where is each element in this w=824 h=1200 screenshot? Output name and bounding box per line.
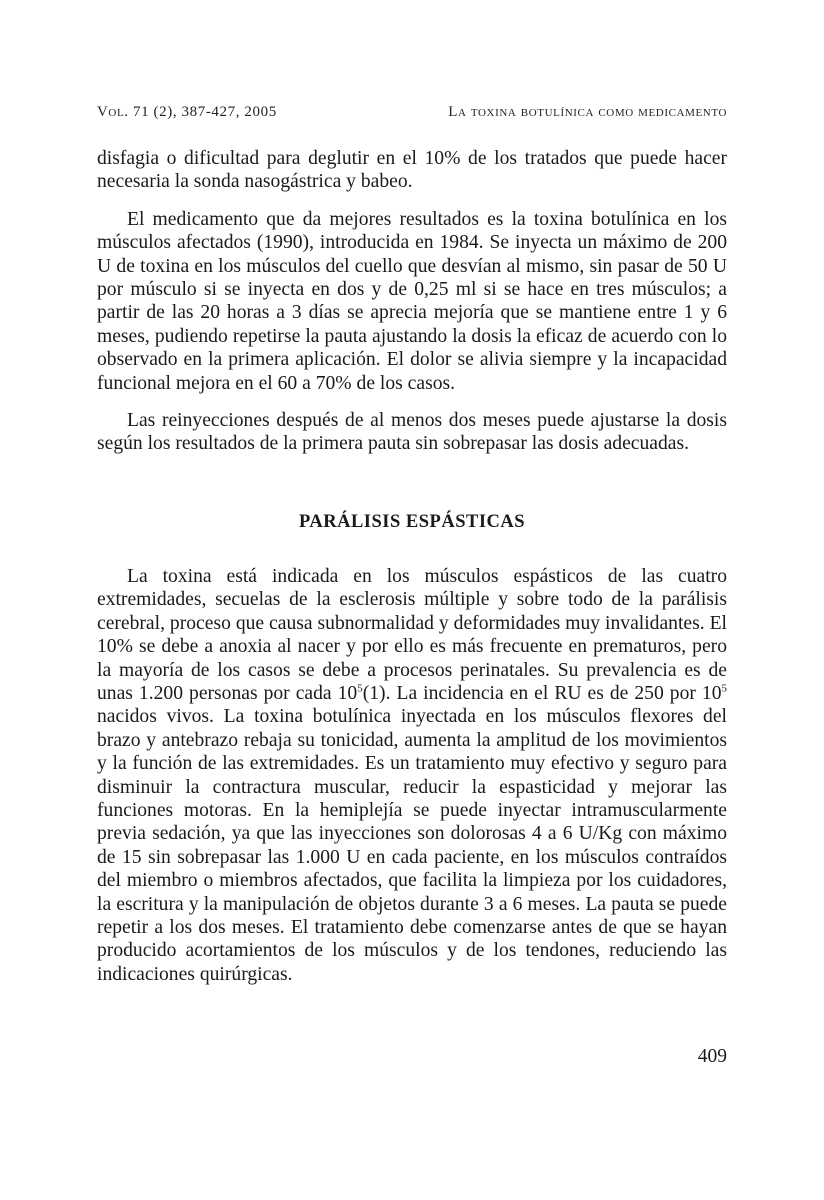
paragraph-reinjections: Las reinyecciones después de al menos dos meses puede ajustarse la dosis según los resultados de la primera pauta sin sobrepasar las dosis adecuadas. — [97, 410, 727, 455]
exponent-1: 5 — [357, 682, 363, 695]
paragraph-treatment: El medicamento que da mejores resultados es la toxina botulínica en los músculos afectados (1990), introducida en 1984. Se inyecta un máximo de 200 U de toxina en los músculos del cuello que desvían al mismo, sin pasar de 50 U por músculo si se inyecta en dos y de 0,25 ml si se hace en tres músculos; a partir de las 20 horas a 3 días se aprecia mejoría que se mantiene entre 1 y 6 meses, pudiendo repetirse la pauta ajustando la dosis la eficaz de acuerdo con lo observado en la primera aplicación. El dolor se alivia siempre y la incapacidad funcional mejora en el 60 a 70% de los casos. — [97, 208, 727, 394]
section-heading: PARÁLISIS ESPÁSTICAS — [298, 511, 526, 532]
exponent-2: 5 — [721, 682, 727, 695]
paragraph-text-part-2: (1). La incidencia en el RU es de 250 por 10 — [362, 682, 722, 704]
page-content — [97, 104, 727, 986]
header-journal-volume: Vol. 71 (2), 387-427, 2005 — [97, 104, 277, 120]
running-header — [97, 104, 727, 121]
body-text — [97, 147, 727, 986]
paragraph-text-part-3: nacidos vivos. La toxina botulínica inyectada en los músculos flexores del brazo y antebrazo rebaja su tonicidad, aumenta la amplitud de los movimientos y la función de las extremidades. Es un tratamiento muy efectivo y seguro para disminuir la contractura muscular, reducir la espasticidad y mejorar las funciones motoras. En la hemiplejía se puede inyectar intramuscularmente previa sedación, ya que las inyecciones son dolorosas 4 a 6 U/Kg con máximo de 15 sin sobrepasar las 1.000 U en cada paciente, en los músculos contraídos del miembro o miembros afectados, que facilita la limpieza por los cuidadores, la escritura y la manipulación de objetos durante 3 a 6 meses. La pauta se puede repetir a los dos meses. El tratamiento debe comenzarse antes de que se hayan producido acortamientos de los músculos y de los tendones, reduciendo las indicaciones quirúrgicas. — [97, 706, 727, 985]
header-article-title: La toxina botulínica como medicamento — [448, 104, 727, 120]
paragraph-text-part-1: La toxina está indicada en los músculos espásticos de las cuatro extremidades, secuelas de la esclerosis múltiple y sobre todo de la parálisis cerebral, proceso que causa subnormalidad y deformidades muy invalidantes. El 10% se debe a anoxia al nacer y por ello es más frecuente en prematuros, pero la mayoría de los casos se debe a procesos perinatales. Su prevalencia es de unas 1.200 personas por cada 10 — [97, 565, 727, 704]
paragraph-continuation: disfagia o dificultad para deglutir en el 10% de los tratados que puede hacer necesaria la sonda nasogástrica y babeo. — [97, 148, 727, 193]
paragraph-spastic-paralysis — [97, 565, 727, 986]
page-number: 409 — [697, 1046, 727, 1067]
